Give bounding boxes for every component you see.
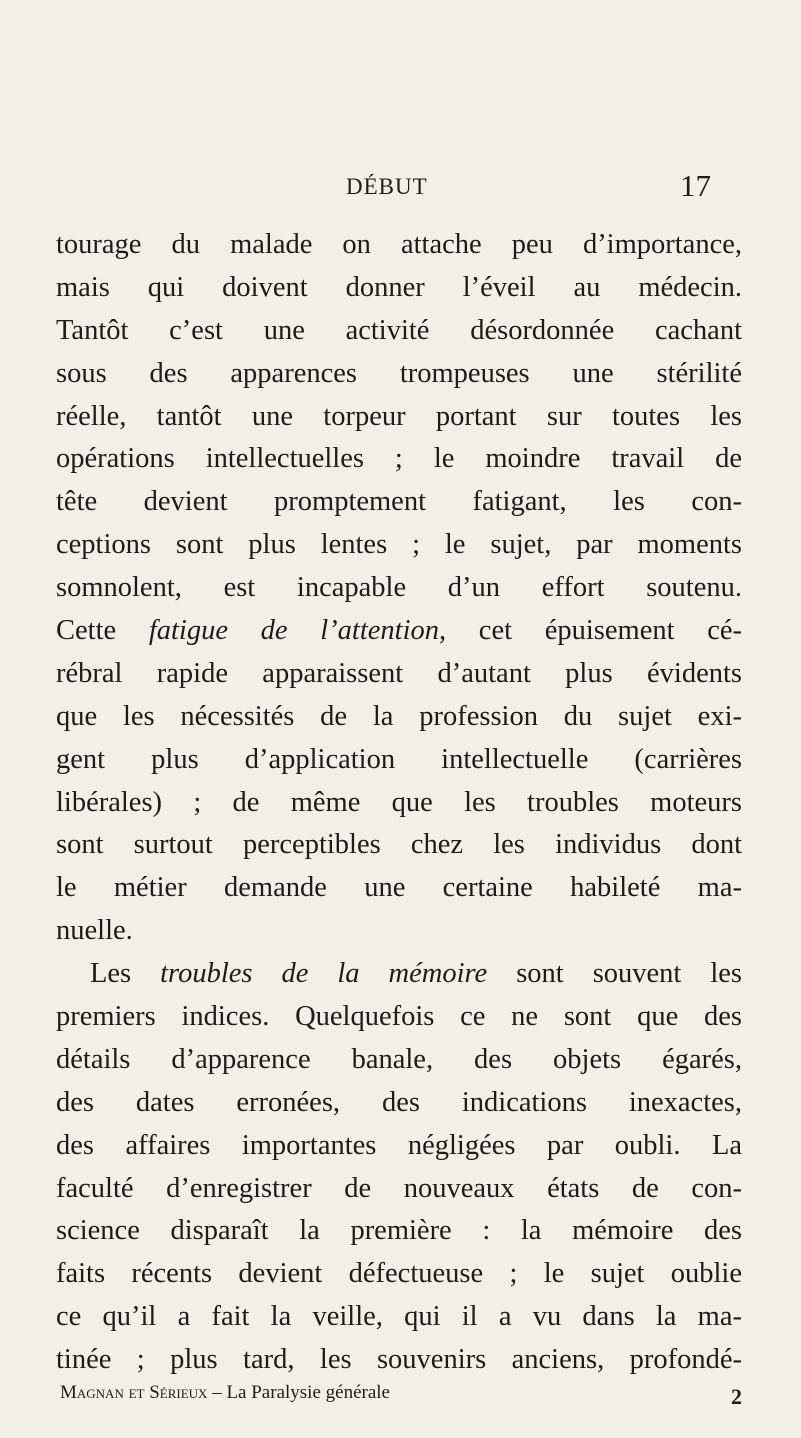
text-line: sont surtout perceptibles chez les individus dont [56,829,742,861]
text-line: science disparaît la première : la mémoire des [56,1215,742,1247]
text-line: Tantôt c’est une activité désordonnée cachant [56,314,742,346]
line-text: , cet épuisement cé- [439,615,742,647]
text-line: opérations intellectuelles ; le moindre travail de [56,443,742,475]
text-line: nuelle. [56,915,133,947]
emphasis-troubles-memoire: troubles de la mémoire [160,958,488,990]
text-line: gent plus d’application intellectuelle (carrières [56,743,742,775]
line-text: Cette [56,615,149,647]
text-line-with-emphasis [56,610,742,653]
line-text: Les [90,958,161,990]
text-line: premiers indices. Quelquefois ce ne sont que des [56,1001,742,1033]
text-line: mais qui doivent donner l’éveil au médecin. [56,271,742,303]
text-line: le métier demande une certaine habileté ma- [56,872,742,904]
text-line: des dates erronées, des indications inexactes, [56,1086,742,1118]
text-line: sous des apparences trompeuses une stérilité [56,357,742,389]
line-text: sont souvent les [487,958,742,990]
emphasis-fatigue-attention: fatigue de l’attention [148,615,439,647]
page-number: 17 [680,168,711,203]
footer-authors: Magnan et Sérieux [60,1382,208,1403]
text-line: faculté d’enregistrer de nouveaux états de con- [56,1172,742,1204]
text-line: faits récents devient défectueuse ; le sujet oublie [56,1258,742,1290]
signature-line [60,1382,390,1404]
signature-number: 2 [731,1384,742,1409]
text-line: détails d’apparence banale, des objets égarés, [56,1043,742,1075]
text-line: des affaires importantes négligées par oubli. La [56,1129,742,1161]
text-line: ceptions sont plus lentes ; le sujet, par moments [56,529,742,561]
body-text [56,224,742,1382]
running-title: DÉBUT [346,174,428,199]
footer-separator: – [207,1382,227,1403]
text-line: que les nécessités de la profession du sujet exi- [56,700,742,732]
text-line: somnolent, est incapable d’un effort soutenu. [56,572,742,604]
text-line-with-emphasis [56,953,742,996]
text-line: tourage du malade on attache peu d’importance, [56,229,742,260]
text-line: ce qu’il a fait la veille, qui il a vu dans la ma- [56,1301,742,1333]
text-line: rébral rapide apparaissent d’autant plus évidents [56,657,742,689]
text-line: tête devient promptement fatigant, les con- [56,486,742,518]
running-head [0,168,801,208]
text-line: réelle, tantôt une torpeur portant sur toutes les [56,400,742,432]
text-line: libérales) ; de même que les troubles moteurs [56,786,742,818]
text-line: tinée ; plus tard, les souvenirs anciens, profondé- [56,1344,742,1376]
footer-work-title: La Paralysie générale [226,1382,390,1403]
signature-footer [56,1382,742,1412]
